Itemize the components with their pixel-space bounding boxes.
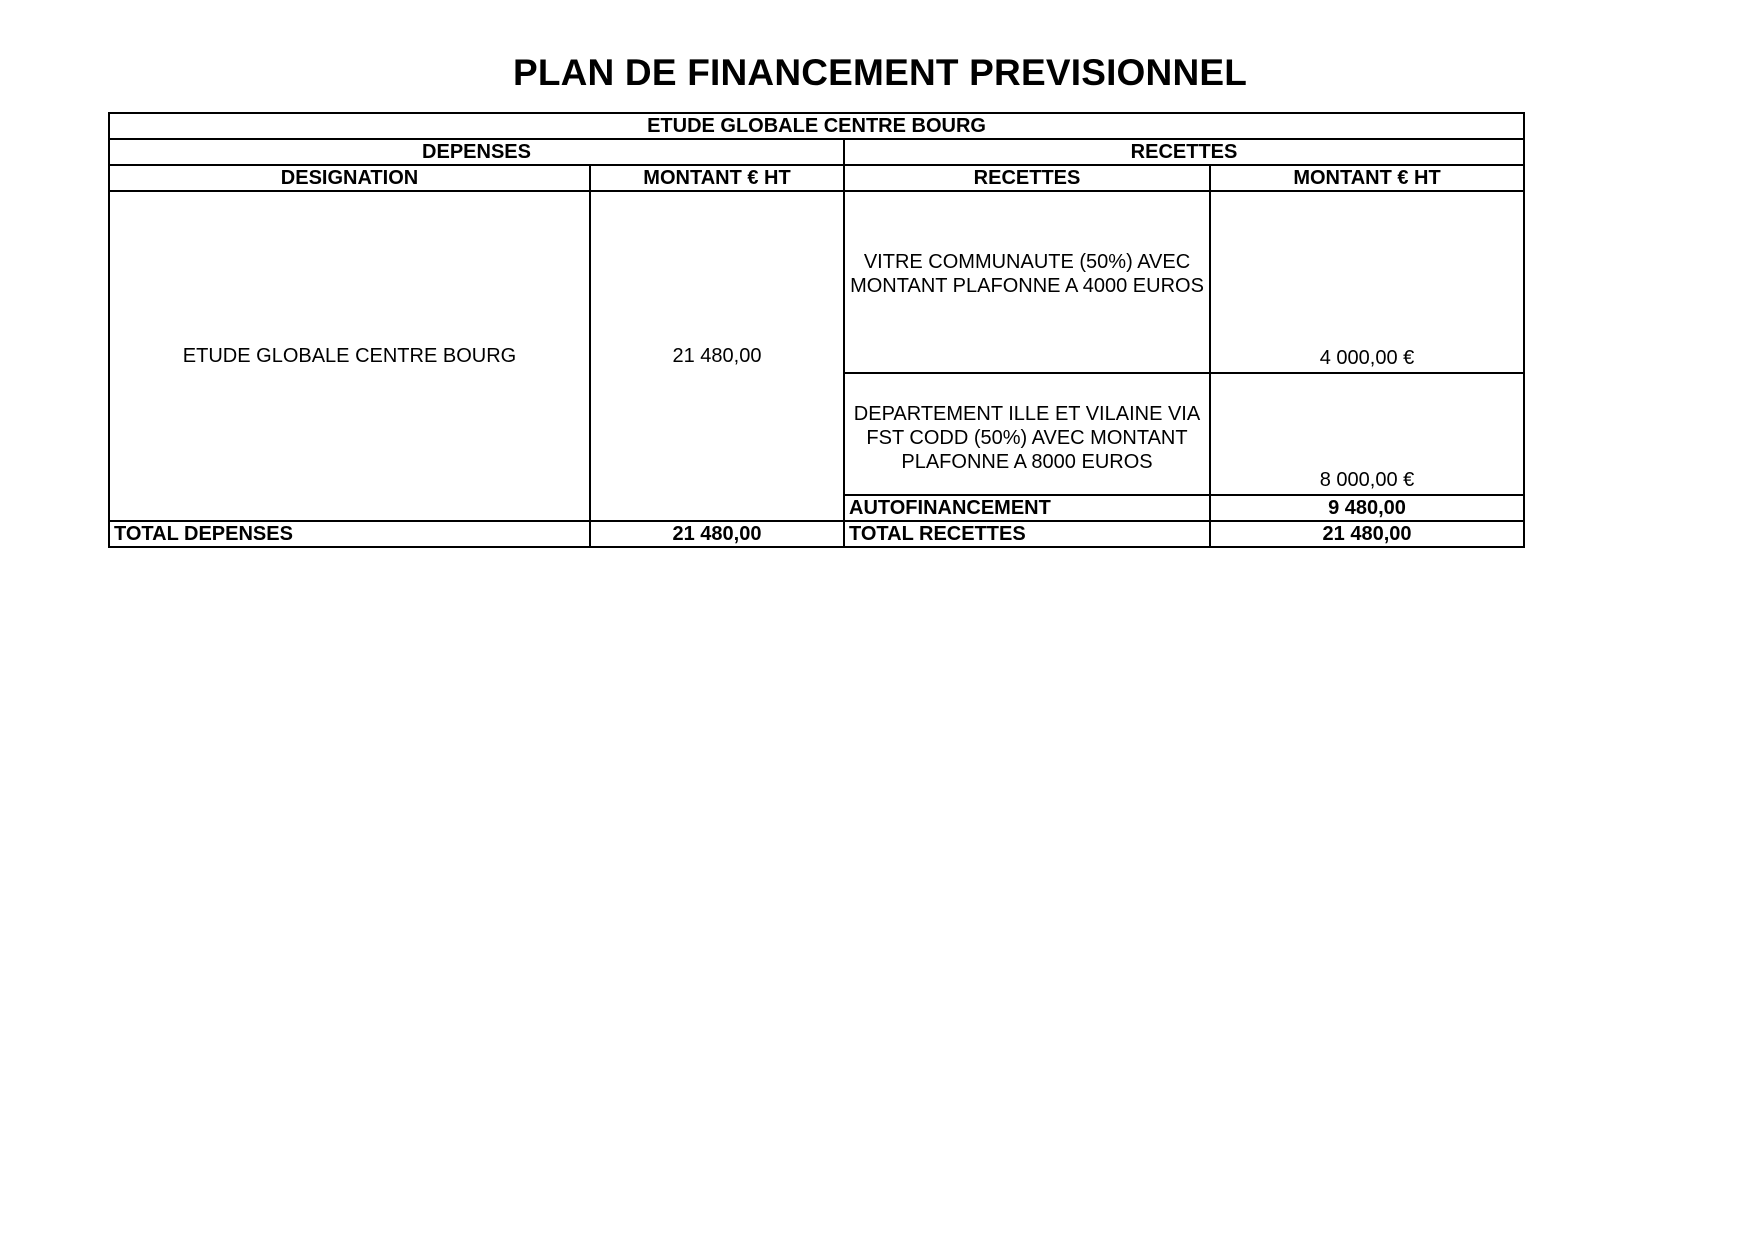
total-depenses-label: TOTAL DEPENSES (109, 521, 590, 547)
project-title-cell: ETUDE GLOBALE CENTRE BOURG (109, 113, 1524, 139)
depenses-section-header: DEPENSES (109, 139, 844, 165)
recette-item-montant: 4 000,00 € (1210, 191, 1524, 373)
montant-depenses-column-header: MONTANT € HT (590, 165, 844, 191)
recette-item-label: DEPARTEMENT ILLE ET VILAINE VIA FST CODD (50%) AVEC MONTANT PLAFONNE A 8000 EUROS (844, 373, 1210, 495)
montant-recettes-column-header: MONTANT € HT (1210, 165, 1524, 191)
recettes-section-header: RECETTES (844, 139, 1524, 165)
autofinancement-label: AUTOFINANCEMENT (844, 495, 1210, 521)
designation-column-header: DESIGNATION (109, 165, 590, 191)
table-row (109, 191, 1524, 373)
total-recettes-montant: 21 480,00 (1210, 521, 1524, 547)
totals-row (109, 521, 1524, 547)
recette-item-label: VITRE COMMUNAUTE (50%) AVEC MONTANT PLAFONNE A 4000 EUROS (844, 191, 1210, 373)
depense-designation-cell: ETUDE GLOBALE CENTRE BOURG (109, 191, 590, 521)
financing-plan-table (108, 112, 1525, 548)
recettes-column-header: RECETTES (844, 165, 1210, 191)
page-title: PLAN DE FINANCEMENT PREVISIONNEL (512, 52, 1248, 93)
total-recettes-label: TOTAL RECETTES (844, 521, 1210, 547)
autofinancement-montant: 9 480,00 (1210, 495, 1524, 521)
recette-item-montant: 8 000,00 € (1210, 373, 1524, 495)
total-depenses-montant: 21 480,00 (590, 521, 844, 547)
depense-montant-cell: 21 480,00 (590, 191, 844, 521)
